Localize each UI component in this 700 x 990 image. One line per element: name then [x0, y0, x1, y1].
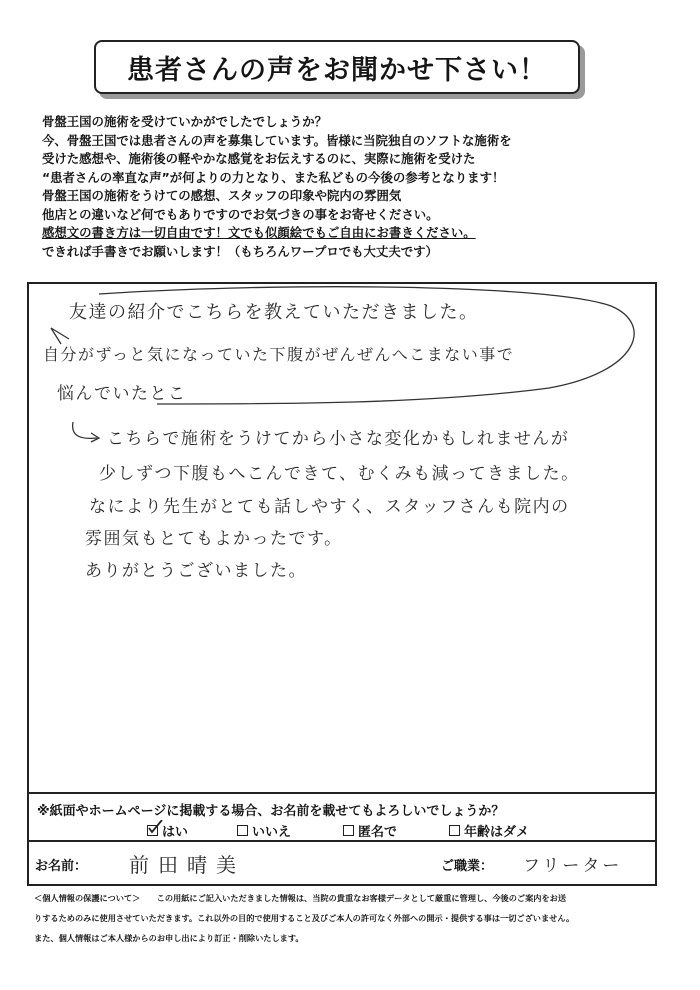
option-label: 匿名で — [358, 825, 398, 840]
intro-line: 骨盤王国の施術を受けていかがでしたでしょうか？ — [42, 114, 327, 129]
name-row — [29, 840, 655, 884]
checkbox-checked[interactable] — [147, 825, 158, 836]
intro-line: できれば手書きでお願いします！（もちろんワープロでも大丈夫です） — [42, 243, 438, 259]
name-value[interactable]: 前田晴美 — [129, 853, 245, 877]
consent-question: ※紙面やホームページに掲載する場合、お名前を載せてもよろしいでしょうか？ — [37, 804, 505, 819]
page-title: 患者さんの声をお聞かせ下さい！ — [127, 54, 547, 86]
comment-line: 悩んでいたとこ — [57, 384, 187, 404]
consent-row — [29, 792, 655, 840]
checkbox[interactable] — [343, 825, 354, 836]
intro-line: 感想文の書き方は一切自由です！文でも似顔絵でもご自由にお書きください。 — [42, 225, 476, 240]
checkbox[interactable] — [449, 825, 460, 836]
occupation-value[interactable]: フリーター — [523, 856, 623, 876]
option-anonymous[interactable] — [343, 821, 397, 840]
option-yes[interactable] — [147, 821, 188, 840]
comment-line: 自分がずっと気になっていた下腹がぜんぜんへこまない事で — [43, 345, 515, 364]
comment-area — [29, 284, 655, 792]
privacy-footer — [34, 888, 674, 948]
occupation-label: ご職業： — [441, 859, 494, 874]
option-label: はい — [162, 825, 189, 840]
title-box — [94, 40, 580, 94]
footer-line: りするためのみに使用させていただきます。これ以外の目的で使用すること及びご本人の許可なく外部への開示・提供する事は一切ございません。 — [34, 913, 575, 923]
comment-line: 雰囲気もとてもよかったです。 — [85, 529, 343, 549]
footer-line: ＜個人情報の保護について＞ この用紙にご記入いただきました情報は、当院の貴重なお客様データとして厳重に管理し、今後のご案内をお送 — [34, 893, 567, 903]
intro-line: 骨盤王国の施術をうけての感想、スタッフの印象や院内の雰囲気 — [42, 188, 402, 203]
intro-line: 他店との違いなど何でもありですのでお気づきの事をお寄せください。 — [42, 206, 439, 222]
option-no-age[interactable] — [449, 821, 529, 840]
name-label: お名前： — [35, 859, 88, 874]
comment-line: 友達の紹介でこちらを教えていただきました。 — [69, 302, 479, 323]
comment-line: なにより先生がとても話しやすく、スタッフさんも院内の — [89, 497, 570, 517]
footer-line: また、個人情報はご本人様からのお申し出により訂正・削除いたします。 — [34, 933, 304, 943]
checkbox[interactable] — [237, 825, 248, 836]
option-label: いいえ — [252, 825, 292, 840]
option-no[interactable] — [237, 821, 291, 840]
intro-line: “患者さんの率直な声”が何よりの力となり、また私どもの今後の参考となります！ — [42, 169, 505, 185]
intro-text — [42, 113, 672, 261]
comment-line: 少しずつ下腹もへこんできて、むくみも減ってきました。 — [99, 464, 580, 484]
comment-line: ありがとうございました。 — [85, 561, 307, 581]
intro-line: 受けた感想や、施術後の軽やかな感覚をお伝えするのに、実際に施術を受けた — [42, 151, 476, 166]
intro-line: 今、骨盤王国では患者さんの声を募集しています。皆様に当院独自のソフトな施術を — [42, 132, 512, 148]
check-mark-icon — [148, 820, 164, 836]
option-label: 年齢はダメ — [464, 825, 530, 840]
comment-line: こちらで施術をうけてから小さな変化かもしれませんが — [107, 429, 570, 449]
form-box — [27, 282, 657, 886]
